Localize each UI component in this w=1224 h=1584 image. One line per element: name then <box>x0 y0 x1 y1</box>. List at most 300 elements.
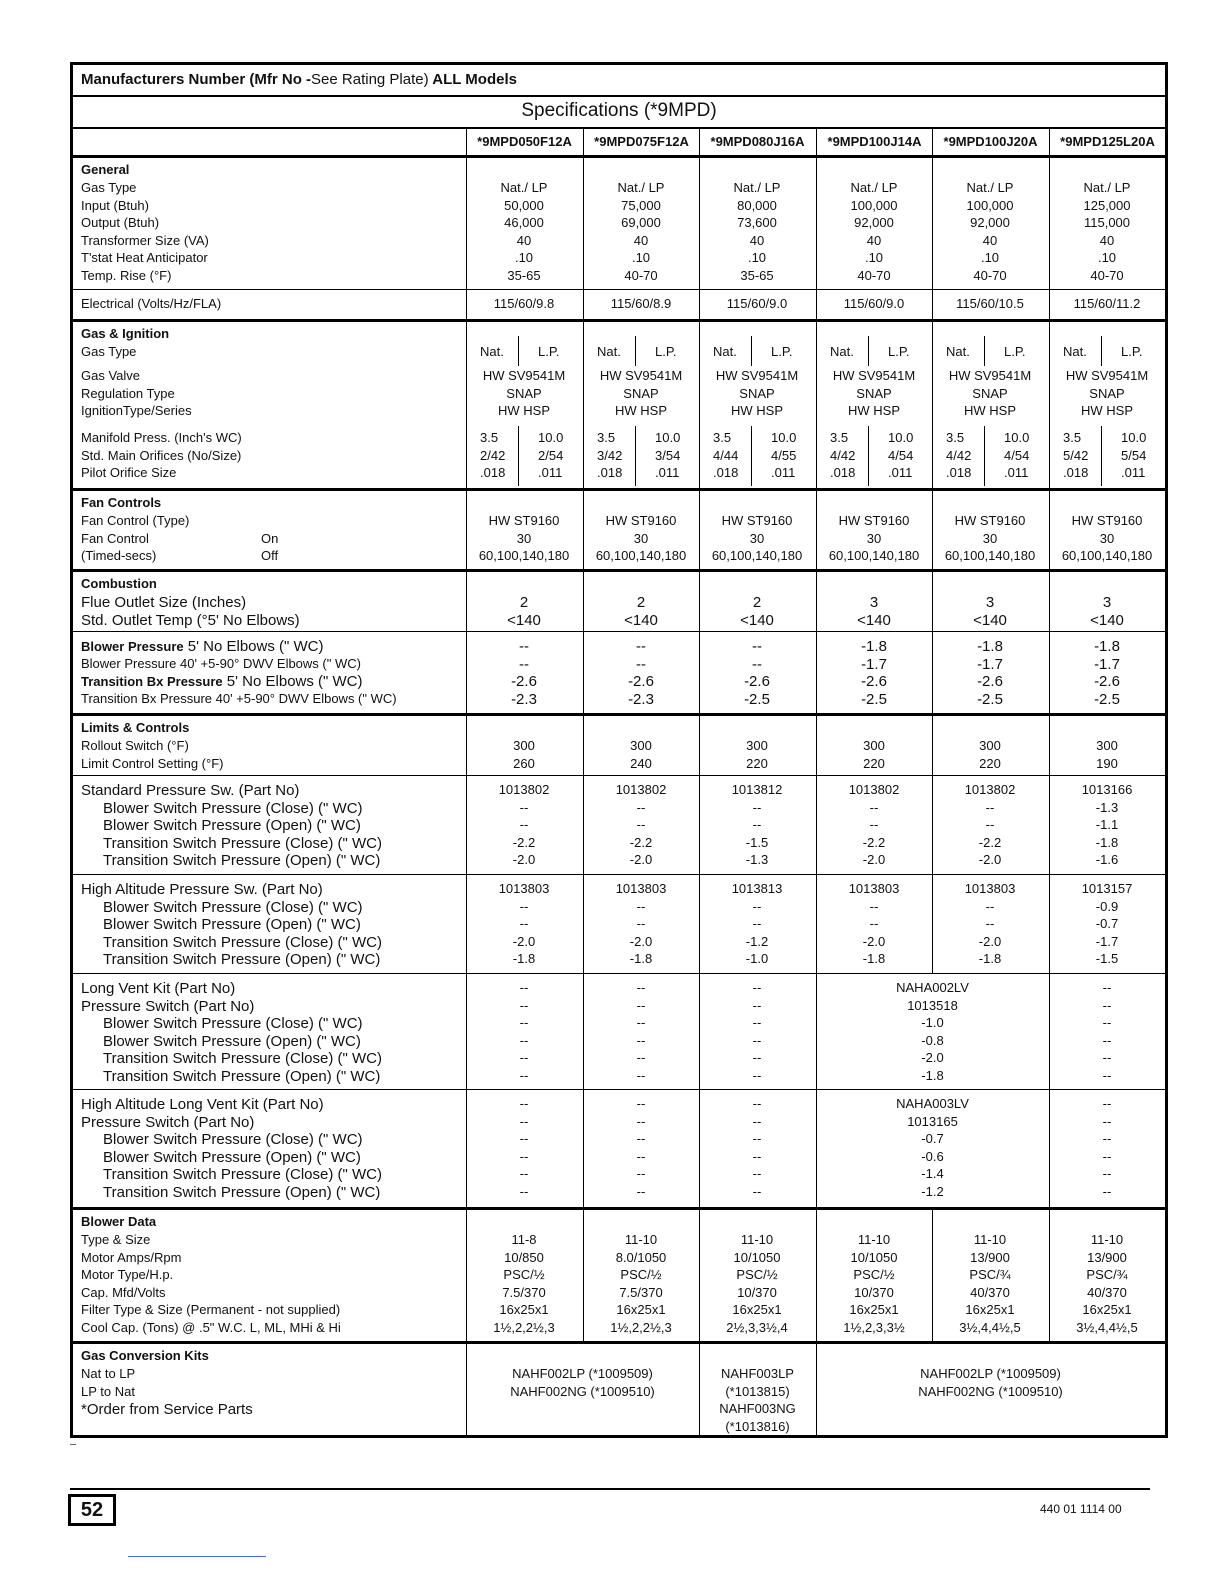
spanned-value: -0.8 <box>921 1032 944 1048</box>
lp-label: L.P. <box>1121 344 1143 359</box>
value-cell: -2.6 <box>977 673 1003 690</box>
row-label: LP to Nat <box>81 1383 135 1399</box>
value-cell: 40-70 <box>624 267 658 283</box>
value-cell: .10 <box>514 250 534 265</box>
row-label: Output (Btuh) <box>81 215 160 230</box>
value-cell: -- <box>752 1067 762 1083</box>
section-electrical <box>73 289 1165 319</box>
value-cell: 60,100,140,180 <box>944 548 1036 563</box>
row-label: Transition Switch Pressure (Open) (" WC) <box>103 1067 381 1085</box>
lp-value: 10.0 <box>888 430 914 445</box>
value-cell: -2.2 <box>862 834 886 850</box>
value-cell: -- <box>636 638 646 655</box>
value-cell: Nat./ LP <box>1083 180 1131 195</box>
nat-label: Nat. <box>713 344 737 359</box>
value-cell: -1.8 <box>977 638 1003 655</box>
value-cell: HW HSP <box>848 403 900 418</box>
value-cell: -- <box>869 817 879 832</box>
row-label: Motor Amps/Rpm <box>81 1249 182 1265</box>
value-cell: -2.6 <box>511 673 537 690</box>
value-cell: 115/60/8.9 <box>610 296 672 311</box>
value-cell: 10/370 <box>737 1284 777 1300</box>
row-label: Pilot Orifice Size <box>81 465 177 480</box>
row-label-text: Blower Pressure 40' +5-90° DWV Elbows (" WC) <box>81 655 361 671</box>
mfr-models: ALL Models <box>432 71 517 88</box>
section-gas-ignition <box>73 319 1165 488</box>
row-label: Cool Cap. (Tons) @ .5" W.C. L, ML, MHi & Hi <box>81 1319 341 1335</box>
split-divider <box>984 426 985 486</box>
split-divider <box>518 426 519 486</box>
value-cell: -- <box>752 1050 762 1065</box>
row-label: Transition Switch Pressure (Close) (" WC) <box>103 834 382 852</box>
row-label: Temp. Rise (°F) <box>81 267 172 283</box>
row-label: Blower Switch Pressure (Open) (" WC) <box>103 817 361 834</box>
row-label: Transition Switch Pressure (Open) (" WC) <box>103 852 381 869</box>
value-cell: 220 <box>863 755 885 771</box>
lp-value: 10.0 <box>1121 430 1147 445</box>
section-blower-data <box>73 1207 1165 1341</box>
row-label: Manifold Press. (Inch's WC) <box>81 430 242 445</box>
row-label: Gas Type <box>81 180 137 195</box>
value-cell: -- <box>519 997 529 1013</box>
split-divider <box>868 336 869 366</box>
lp-value: 5/54 <box>1121 447 1147 463</box>
value-cell: 2 <box>519 594 529 611</box>
value-cell: -- <box>869 799 879 815</box>
nat-value: 3.5 <box>713 430 732 445</box>
spanned-value: -0.7 <box>921 1131 944 1146</box>
document-number: 440 01 1114 00 <box>1040 1502 1122 1516</box>
lp-value: 10.0 <box>771 430 797 445</box>
value-cell: -0.7 <box>1095 916 1119 931</box>
spanned-value: -0.6 <box>921 1148 944 1164</box>
section-heading: General <box>81 162 130 177</box>
value-cell: 40 <box>749 232 765 248</box>
row-label: High Altitude Pressure Sw. (Part No) <box>81 881 323 898</box>
value-cell: -- <box>519 1148 529 1164</box>
value-cell: SNAP <box>856 385 892 401</box>
value-cell: -- <box>636 1015 646 1030</box>
value-cell: 100,000 <box>966 197 1014 213</box>
value-cell: -- <box>1102 1183 1112 1199</box>
nat-value: 4/42 <box>830 447 856 463</box>
value-cell: 2½,3,3½,4 <box>726 1319 788 1335</box>
kit-value: (*1013816) <box>725 1418 790 1434</box>
row-label: High Altitude Long Vent Kit (Part No) <box>81 1096 324 1113</box>
model-header-cell: *9MPD125L20A <box>1049 129 1165 155</box>
nat-value: .018 <box>597 465 623 480</box>
value-cell: 240 <box>630 755 652 771</box>
value-cell: -- <box>636 997 646 1013</box>
row-label-text: 5' No Elbows (" WC) <box>183 638 324 655</box>
value-cell: 300 <box>979 738 1001 753</box>
value-cell: -- <box>1102 1050 1112 1065</box>
row-label-bold: Blower Pressure <box>81 639 184 654</box>
value-cell: -2.0 <box>978 852 1002 867</box>
value-cell: -1.7 <box>1095 933 1119 949</box>
value-cell: -- <box>752 916 762 931</box>
value-cell: 16x25x1 <box>965 1302 1015 1317</box>
value-cell: 92,000 <box>854 215 894 230</box>
mfr-label: Manufacturers Number (Mfr No - <box>81 71 312 88</box>
value-cell: -- <box>1102 1015 1112 1030</box>
value-cell: 30 <box>633 530 649 546</box>
value-cell: -- <box>519 1067 529 1083</box>
nat-label: Nat. <box>946 344 970 359</box>
value-cell: SNAP <box>623 385 659 401</box>
value-cell: SNAP <box>506 385 542 401</box>
row-label: T'stat Heat Anticipator <box>81 250 208 265</box>
value-cell: -2.6 <box>744 673 770 690</box>
model-header-row <box>73 129 1165 157</box>
value-cell: -- <box>519 799 529 815</box>
value-cell: 100,000 <box>850 197 898 213</box>
value-cell: -1.5 <box>1095 951 1119 966</box>
value-cell: -2.0 <box>862 933 886 949</box>
value-cell: 13/900 <box>1087 1249 1127 1265</box>
lp-label: L.P. <box>538 344 560 359</box>
value-cell: -2.0 <box>862 852 886 867</box>
value-cell: 60,100,140,180 <box>595 548 687 563</box>
footer-rule <box>70 1488 1150 1490</box>
model-header-cell: *9MPD100J20A <box>932 129 1048 155</box>
value-cell: -- <box>752 638 762 655</box>
value-cell: -2.0 <box>978 933 1002 949</box>
lp-value: .011 <box>655 465 680 480</box>
value-cell: -- <box>1102 1113 1112 1129</box>
lp-value: 10.0 <box>655 430 681 445</box>
value-cell: 30 <box>516 530 532 546</box>
value-cell: 3½,4,4½,5 <box>1076 1319 1138 1335</box>
lp-label: L.P. <box>1004 344 1026 359</box>
row-sublabel: Off <box>261 548 279 563</box>
lp-label: L.P. <box>888 344 910 359</box>
value-cell: 300 <box>1096 738 1118 753</box>
value-cell: HW ST9160 <box>605 513 677 528</box>
value-cell: -- <box>636 1183 646 1199</box>
value-cell: -- <box>1102 1131 1112 1146</box>
section-ha-long-vent-kit <box>73 1089 1165 1207</box>
row-label: Rollout Switch (°F) <box>81 738 189 753</box>
value-cell: <140 <box>507 611 541 629</box>
value-cell: HW HSP <box>1081 403 1133 418</box>
row-label: Long Vent Kit (Part No) <box>81 980 236 997</box>
section-heading: Limits & Controls <box>81 720 190 735</box>
value-cell: 1013813 <box>731 881 783 896</box>
value-cell: 16x25x1 <box>732 1302 782 1317</box>
nat-value: 3.5 <box>480 430 499 445</box>
nat-value: .018 <box>946 465 972 480</box>
value-cell: 10/370 <box>854 1284 894 1300</box>
value-cell: HW ST9160 <box>838 513 910 528</box>
row-label-bold: Transition Bx Pressure <box>81 674 223 689</box>
spec-table <box>70 62 1168 1438</box>
value-cell: 16x25x1 <box>616 1302 666 1317</box>
nat-value: 3.5 <box>830 430 849 445</box>
value-cell: 300 <box>863 738 885 753</box>
page-number: 52 <box>68 1494 116 1526</box>
value-cell: 11-10 <box>1090 1232 1124 1247</box>
value-cell: 11-10 <box>624 1232 658 1247</box>
value-cell: 60,100,140,180 <box>711 548 803 563</box>
split-divider <box>751 426 752 486</box>
row-label: Transition Switch Pressure (Close) (" WC) <box>103 1050 382 1067</box>
lp-value: .011 <box>888 465 913 480</box>
value-cell: 1013803 <box>498 881 550 896</box>
row-label <box>81 673 363 690</box>
value-cell: 73,600 <box>737 215 777 230</box>
spanned-value: -1.2 <box>921 1183 944 1199</box>
section-heading: Combustion <box>81 576 157 591</box>
value-cell: 30 <box>866 530 882 546</box>
value-cell: 3 <box>869 594 879 611</box>
value-cell: -2.0 <box>629 933 653 949</box>
lp-value: 4/55 <box>771 447 797 463</box>
split-divider <box>635 336 636 366</box>
row-label: Blower Switch Pressure (Open) (" WC) <box>103 916 361 933</box>
row-label: Std. Outlet Temp (°5' No Elbows) <box>81 611 300 629</box>
value-cell: 35-65 <box>740 267 774 283</box>
value-cell: -1.8 <box>512 951 536 966</box>
value-cell: -1.5 <box>745 834 769 850</box>
value-cell: HW SV9541M <box>948 368 1032 383</box>
value-cell: -2.5 <box>1094 690 1120 708</box>
value-cell: -- <box>1102 1148 1112 1164</box>
spanned-value: -2.0 <box>921 1050 944 1065</box>
row-sublabel: On <box>261 530 279 546</box>
value-cell: 300 <box>513 738 535 753</box>
value-cell: Nat./ LP <box>733 180 781 195</box>
value-cell: -2.2 <box>978 834 1002 850</box>
value-cell: -2.6 <box>1094 673 1120 690</box>
value-cell: 16x25x1 <box>849 1302 899 1317</box>
section-fan-controls <box>73 488 1165 569</box>
value-cell: SNAP <box>1089 385 1125 401</box>
value-cell: -2.3 <box>511 690 537 708</box>
model-header-cell: *9MPD080J16A <box>699 129 815 155</box>
nat-value: 3/42 <box>597 447 623 463</box>
split-divider <box>751 336 752 366</box>
value-cell: 75,000 <box>621 197 661 213</box>
row-label: Fan Control <box>81 530 149 546</box>
row-label: Blower Switch Pressure (Open) (" WC) <box>103 1032 361 1050</box>
value-cell: -1.7 <box>1094 655 1120 673</box>
value-cell: -- <box>519 655 529 673</box>
nat-value: 3.5 <box>1063 430 1082 445</box>
value-cell: -- <box>519 980 529 995</box>
value-cell: -- <box>519 898 529 914</box>
value-cell: -1.7 <box>861 655 887 673</box>
row-label: Motor Type/H.p. <box>81 1267 174 1282</box>
section-high-altitude-pressure <box>73 874 1165 973</box>
lp-value: .011 <box>538 465 563 480</box>
section-heading: Blower Data <box>81 1214 157 1229</box>
value-cell: -1.0 <box>745 951 769 966</box>
value-cell: -- <box>1102 1067 1112 1083</box>
row-label: *Order from Service Parts <box>81 1401 253 1418</box>
value-cell: 11-10 <box>857 1232 891 1247</box>
nat-value: 3.5 <box>946 430 965 445</box>
section-heading: Gas Conversion Kits <box>81 1348 209 1363</box>
lp-value: 4/54 <box>888 447 914 463</box>
value-cell: <140 <box>740 611 774 629</box>
value-cell: 11-8 <box>511 1232 537 1247</box>
value-cell: -2.6 <box>861 673 887 690</box>
nat-value: .018 <box>1063 465 1089 480</box>
value-cell: 1013802 <box>848 782 900 797</box>
value-cell: <140 <box>973 611 1007 629</box>
value-cell: 40/370 <box>1087 1284 1127 1300</box>
value-cell: -- <box>519 1015 529 1030</box>
divider <box>70 1444 76 1445</box>
value-cell: -2.5 <box>861 690 887 708</box>
value-cell: HW HSP <box>498 403 550 418</box>
row-label: (Timed-secs) <box>81 548 157 563</box>
value-cell: PSC/½ <box>736 1267 778 1282</box>
row-label: Flue Outlet Size (Inches) <box>81 594 247 611</box>
value-cell: -1.1 <box>1095 817 1119 832</box>
value-cell: 11-10 <box>740 1232 774 1247</box>
value-cell: 69,000 <box>621 215 661 230</box>
value-cell: -- <box>519 1050 529 1065</box>
value-cell: -- <box>752 817 762 832</box>
model-header-cell: *9MPD100J14A <box>816 129 932 155</box>
value-cell: -- <box>1102 1166 1112 1181</box>
value-cell: -- <box>636 898 646 914</box>
mfr-note: See Rating Plate) <box>311 71 429 88</box>
value-cell: <140 <box>624 611 658 629</box>
value-cell: 40-70 <box>1090 267 1124 283</box>
section-long-vent-kit <box>73 973 1165 1089</box>
value-cell: 1013803 <box>848 881 900 896</box>
value-cell: -- <box>752 898 762 914</box>
value-cell: -- <box>752 1015 762 1030</box>
value-cell: -- <box>636 655 646 673</box>
section-conversion-kits <box>73 1341 1165 1435</box>
value-cell: Nat./ LP <box>850 180 898 195</box>
value-cell: -- <box>519 1183 529 1199</box>
value-cell: -2.2 <box>512 834 536 850</box>
value-cell: -- <box>1102 1096 1112 1111</box>
section-general <box>73 157 1165 289</box>
value-cell: SNAP <box>972 385 1008 401</box>
value-cell: -- <box>636 1131 646 1146</box>
value-cell: -1.8 <box>862 951 886 966</box>
value-cell: 7.5/370 <box>619 1284 663 1300</box>
split-divider <box>635 426 636 486</box>
row-label: Cap. Mfd/Volts <box>81 1284 166 1300</box>
value-cell: 40 <box>633 232 649 248</box>
value-cell: -- <box>519 916 529 931</box>
value-cell: -- <box>869 916 879 931</box>
value-cell: 16x25x1 <box>1082 1302 1132 1317</box>
value-cell: 50,000 <box>504 197 544 213</box>
value-cell: 1½,2,2½,3 <box>610 1319 672 1335</box>
value-cell: -1.7 <box>977 655 1003 673</box>
row-label: Transition Switch Pressure (Open) (" WC) <box>103 1183 381 1201</box>
value-cell: 40-70 <box>857 267 891 283</box>
row-label: Blower Switch Pressure (Close) (" WC) <box>103 799 363 817</box>
value-cell: 40 <box>516 232 532 248</box>
value-cell: <140 <box>857 611 891 629</box>
value-cell: Nat./ LP <box>500 180 548 195</box>
value-cell: 10/1050 <box>850 1249 898 1265</box>
value-cell: -1.8 <box>1095 834 1119 850</box>
spanned-value: 1013518 <box>907 997 958 1013</box>
value-cell: 115/60/9.0 <box>843 296 905 311</box>
value-cell: SNAP <box>739 385 775 401</box>
kit-value: (*1013815) <box>725 1383 790 1399</box>
section-limits <box>73 713 1165 775</box>
nat-label: Nat. <box>480 344 504 359</box>
value-cell: 80,000 <box>737 197 777 213</box>
nat-value: 4/44 <box>713 447 739 463</box>
value-cell: -1.3 <box>1095 799 1119 815</box>
value-cell: 2 <box>636 594 646 611</box>
value-cell: 220 <box>979 755 1001 771</box>
value-cell: 115/60/9.0 <box>726 296 788 311</box>
value-cell: -2.5 <box>744 690 770 708</box>
model-header-cell: *9MPD075F12A <box>583 129 699 155</box>
value-cell: -- <box>752 1166 762 1181</box>
row-label: Blower Switch Pressure (Close) (" WC) <box>103 898 363 916</box>
value-cell: Nat./ LP <box>617 180 665 195</box>
value-cell: 125,000 <box>1083 197 1131 213</box>
value-cell: 115/60/10.5 <box>956 296 1024 311</box>
value-cell: 30 <box>749 530 765 546</box>
kit-value: NAHF003NG <box>719 1401 796 1416</box>
value-cell: -2.3 <box>628 690 654 708</box>
split-divider <box>1101 336 1102 366</box>
value-cell: -- <box>636 1096 646 1111</box>
split-divider <box>518 336 519 366</box>
value-cell: 300 <box>630 738 652 753</box>
value-cell: 115/60/9.8 <box>493 296 555 311</box>
nat-label: Nat. <box>597 344 621 359</box>
value-cell: -- <box>519 817 529 832</box>
row-label: Standard Pressure Sw. (Part No) <box>81 782 300 799</box>
value-cell: -- <box>519 1096 529 1111</box>
kit-value: NAHF002NG (*1009510) <box>918 1383 1063 1399</box>
row-label: Blower Switch Pressure (Open) (" WC) <box>103 1148 361 1166</box>
lp-value: .011 <box>771 465 796 480</box>
value-cell: -2.2 <box>629 834 653 850</box>
row-label: Filter Type & Size (Permanent - not supplied) <box>81 1302 341 1317</box>
value-cell: HW HSP <box>731 403 783 418</box>
value-cell: 60,100,140,180 <box>478 548 570 563</box>
value-cell: 40/370 <box>970 1284 1010 1300</box>
spanned-value: -1.8 <box>921 1067 944 1083</box>
value-cell: PSC/¾ <box>969 1267 1011 1282</box>
value-cell: 11-10 <box>973 1232 1007 1247</box>
value-cell: -- <box>752 655 762 673</box>
row-label: IgnitionType/Series <box>81 403 192 418</box>
value-cell: 190 <box>1096 755 1118 771</box>
value-cell: 300 <box>746 738 768 753</box>
value-cell: 1½,2,3,3½ <box>843 1319 905 1335</box>
spanned-value: NAHA002LV <box>896 980 969 995</box>
row-label: Transition Switch Pressure (Close) (" WC) <box>103 1166 382 1183</box>
value-cell: 1013802 <box>964 782 1016 797</box>
value-cell: -- <box>1102 997 1112 1013</box>
value-cell: .10 <box>747 250 767 265</box>
value-cell: 3 <box>1102 594 1112 611</box>
value-cell: PSC/½ <box>853 1267 895 1282</box>
value-cell: 1013802 <box>615 782 667 797</box>
value-cell: -- <box>1102 1032 1112 1048</box>
value-cell: 60,100,140,180 <box>1061 548 1153 563</box>
row-label: Transition Switch Pressure (Close) (" WC) <box>103 933 382 951</box>
